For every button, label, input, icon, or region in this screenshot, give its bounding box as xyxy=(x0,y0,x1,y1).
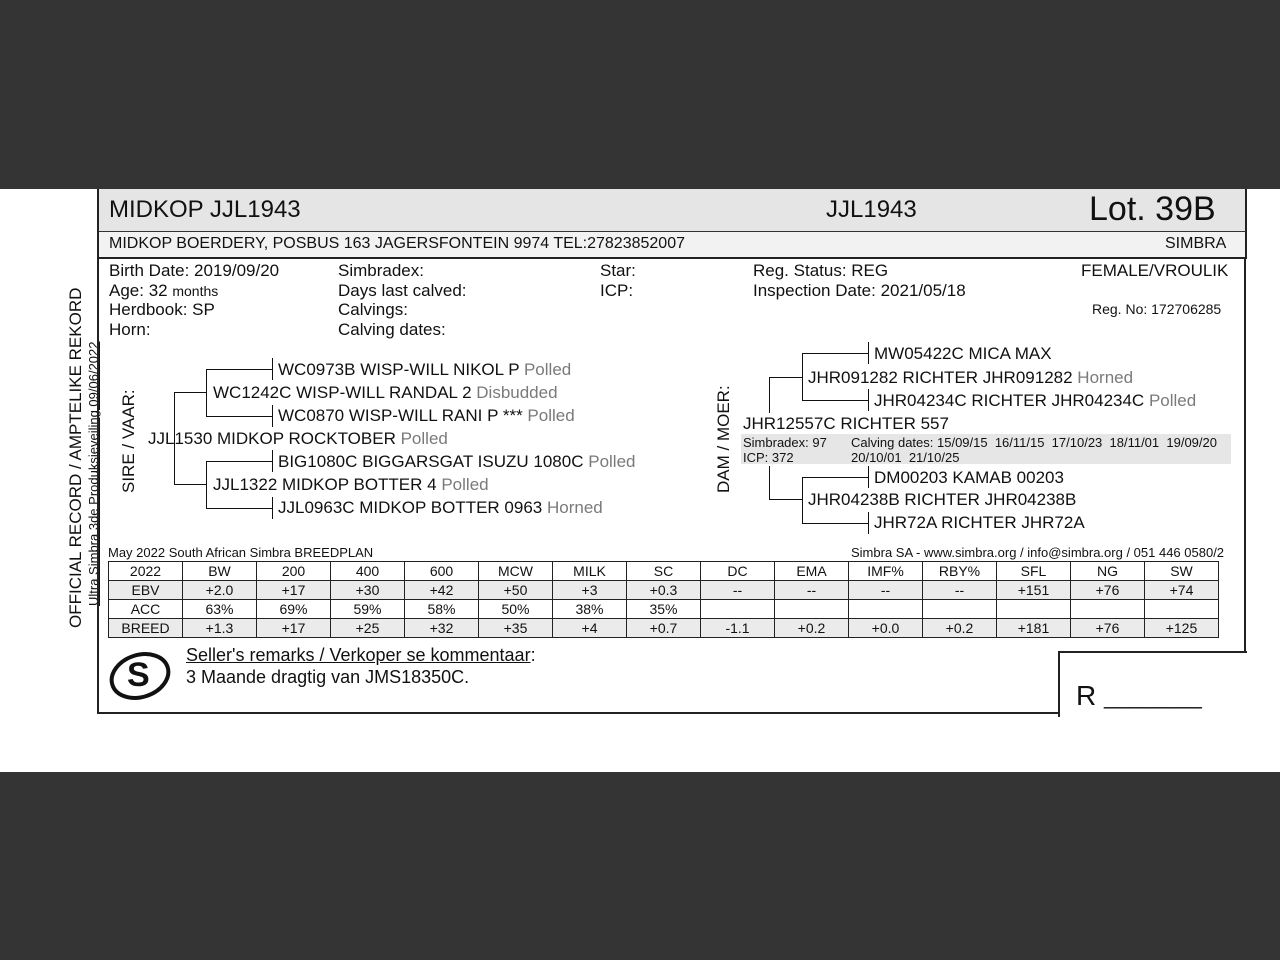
ss-bracket-bottom xyxy=(206,416,272,417)
acc-cell: 59% xyxy=(331,600,405,619)
ebv-cell: -- xyxy=(775,581,849,600)
dsd-name: JHR04234C RICHTER JHR04234C xyxy=(874,391,1145,410)
ebv-header-row xyxy=(109,562,1219,581)
calvings: Calvings: xyxy=(338,300,408,319)
simbra-logo xyxy=(107,648,173,704)
dss-tick xyxy=(868,342,869,364)
sire-dam xyxy=(213,475,489,495)
dam-calving-dates-2: 20/10/01 21/10/25 xyxy=(851,450,960,465)
acc-cell: 63% xyxy=(183,600,257,619)
col-200: 200 xyxy=(257,562,331,581)
sdd-tick xyxy=(272,497,273,519)
acc-cell: 35% xyxy=(627,600,701,619)
breed-cell: +25 xyxy=(331,619,405,638)
sire-dam-name: JJL1322 MIDKOP BOTTER 4 xyxy=(213,475,437,494)
ssd-name: WC0870 WISP-WILL RANI P *** xyxy=(278,406,523,425)
ebv-cell: +30 xyxy=(331,581,405,600)
sex: FEMALE/VROULIK xyxy=(1081,261,1229,280)
dd-bracket-top xyxy=(802,477,868,478)
col-rby: RBY% xyxy=(923,562,997,581)
acc-cell: 38% xyxy=(553,600,627,619)
sire-horn: Polled xyxy=(400,429,448,448)
col-imf: IMF% xyxy=(849,562,923,581)
col-sc: SC xyxy=(627,562,701,581)
ssd-horn: Polled xyxy=(527,406,575,425)
sdd-name: JJL0963C MIDKOP BOTTER 0963 xyxy=(278,498,543,517)
horn: Horn: xyxy=(109,320,151,339)
inspection-date: Inspection Date: 2021/05/18 xyxy=(753,281,966,300)
dd-bracket xyxy=(802,477,803,523)
breed-cell: +35 xyxy=(479,619,553,638)
breed-cell: +0.7 xyxy=(627,619,701,638)
reg-status: Reg. Status: REG xyxy=(753,261,889,280)
col-bw: BW xyxy=(183,562,257,581)
dd-bracket-bottom xyxy=(802,523,868,524)
price-blank: ________ xyxy=(1104,684,1202,709)
dam-calving-dates: Calving dates: 15/09/15 16/11/15 17/10/23 18/11/01 19/09/20 xyxy=(851,435,1217,450)
auction-label: Ultra Simbra 3de Produksieveiling 09/06/2022 xyxy=(86,341,101,606)
calving-dates: Calving dates: xyxy=(338,320,446,339)
acc-row xyxy=(109,600,1219,619)
icp: ICP: xyxy=(600,281,634,300)
breed-cell: +181 xyxy=(997,619,1071,638)
reg-number: Reg. No: 172706285 xyxy=(1092,301,1222,317)
ss-bracket xyxy=(206,369,207,416)
breed-cell: +0.2 xyxy=(923,619,997,638)
ebv-cell: EBV xyxy=(109,581,183,600)
ebv-cell: +3 xyxy=(553,581,627,600)
col-year: 2022 xyxy=(109,562,183,581)
lot-number: Lot. 39B xyxy=(1089,190,1216,228)
breed-cell: +0.0 xyxy=(849,619,923,638)
age-unit: months xyxy=(172,283,219,299)
ebv-cell: +0.3 xyxy=(627,581,701,600)
sd-bracket-top xyxy=(206,461,272,462)
sss-horn: Polled xyxy=(523,360,572,379)
dam-dam-dam xyxy=(874,513,1085,533)
dds-name: DM00203 KAMAB 00203 xyxy=(874,468,1064,487)
acc-cell xyxy=(1071,600,1145,619)
logo-letter: S xyxy=(127,656,150,694)
dam-bracket-upper xyxy=(769,377,770,413)
col-400: 400 xyxy=(331,562,405,581)
sire-sire xyxy=(213,383,558,403)
breedplan-contact: Simbra SA - www.simbra.org / info@simbra.org / 051 446 0580/2 xyxy=(851,545,1225,560)
sire-label: SIRE / VAAR: xyxy=(119,389,138,493)
card-bottom-border xyxy=(99,712,1060,714)
breed-row xyxy=(109,619,1219,638)
age xyxy=(109,281,218,301)
sd-bracket xyxy=(206,461,207,508)
breed-cell: +125 xyxy=(1145,619,1219,638)
sss-tick xyxy=(272,358,273,380)
sds-tick xyxy=(272,450,273,472)
acc-cell: ACC xyxy=(109,600,183,619)
price-label: R xyxy=(1076,680,1097,711)
sire-bracket-bottom xyxy=(174,484,206,485)
ss-bracket-top xyxy=(206,369,272,370)
breed-cell: +0.2 xyxy=(775,619,849,638)
dsd-horn: Polled xyxy=(1148,391,1197,410)
dam-bracket-bottom xyxy=(769,499,802,500)
ds-bracket-top xyxy=(802,353,868,354)
col-mcw: MCW xyxy=(479,562,553,581)
dam-icp: ICP: 372 xyxy=(743,450,794,465)
dam-sire-horn: Horned xyxy=(1077,368,1134,387)
owner-address: MIDKOP BOERDERY, POSBUS 163 JAGERSFONTEIN 9974 TEL:27823852007 xyxy=(109,235,685,252)
col-ema: EMA xyxy=(775,562,849,581)
acc-cell xyxy=(923,600,997,619)
col-sfl: SFL xyxy=(997,562,1071,581)
dam-dam-sire xyxy=(874,468,1064,488)
ds-bracket-bottom xyxy=(802,400,868,401)
bottom-letterbox xyxy=(0,772,1280,960)
dam-dam-name: JHR04238B RICHTER JHR04238B xyxy=(808,490,1077,509)
dam-name: JHR12557C RICHTER 557 xyxy=(743,414,949,433)
dam-sire xyxy=(808,368,1133,388)
dds-tick xyxy=(868,466,869,488)
official-record-label: OFFICIAL RECORD / AMPTELIKE REKORD xyxy=(66,287,85,628)
sss-name: WC0973B WISP-WILL NIKOL P xyxy=(278,360,520,379)
sire-sire-name: WC1242C WISP-WILL RANDAL 2 xyxy=(213,383,472,402)
acc-cell: 50% xyxy=(479,600,553,619)
col-600: 600 xyxy=(405,562,479,581)
ebv-row xyxy=(109,581,1219,600)
days-last-calved: Days last calved: xyxy=(338,281,467,300)
animal-code: JJL1943 xyxy=(826,196,917,223)
ddd-tick xyxy=(868,512,869,534)
dam-sire-dam xyxy=(874,391,1196,411)
sds-horn: Polled xyxy=(588,452,636,471)
breed-cell: -1.1 xyxy=(701,619,775,638)
dam-bracket-top xyxy=(769,377,802,378)
dam-label: DAM / MOER: xyxy=(714,385,733,493)
acc-cell: 69% xyxy=(257,600,331,619)
ssd-tick xyxy=(272,405,273,427)
ebv-cell: +74 xyxy=(1145,581,1219,600)
ebv-cell: -- xyxy=(701,581,775,600)
dss-name: MW05422C MICA MAX xyxy=(874,344,1052,363)
acc-cell: 58% xyxy=(405,600,479,619)
breed-cell: +76 xyxy=(1071,619,1145,638)
card-right-border xyxy=(1244,257,1246,652)
sdd-horn: Horned xyxy=(546,498,603,517)
sire-name: JJL1530 MIDKOP ROCKTOBER xyxy=(148,429,396,448)
ebv-cell: -- xyxy=(849,581,923,600)
sire xyxy=(148,429,448,449)
sire-sire-horn: Disbudded xyxy=(476,383,558,402)
breed-label: SIMBRA xyxy=(1165,235,1227,252)
breed-cell: +32 xyxy=(405,619,479,638)
remarks-heading xyxy=(186,645,536,666)
dam-simbradex: Simbradex: 97 xyxy=(743,435,827,450)
breed-cell: +17 xyxy=(257,619,331,638)
age-value: Age: 32 xyxy=(109,281,168,300)
col-dc: DC xyxy=(701,562,775,581)
sire-dam-horn: Polled xyxy=(441,475,489,494)
animal-name: MIDKOP JJL1943 xyxy=(109,196,301,223)
simbradex-label: Simbradex: xyxy=(338,261,424,280)
sire-bracket-top xyxy=(174,392,206,393)
breed-cell: +4 xyxy=(553,619,627,638)
col-ng: NG xyxy=(1071,562,1145,581)
col-sw: SW xyxy=(1145,562,1219,581)
dsd-tick xyxy=(868,389,869,411)
star: Star: xyxy=(600,261,636,280)
sd-bracket-bottom xyxy=(206,508,272,509)
ebv-cell: +76 xyxy=(1071,581,1145,600)
ebv-cell: +50 xyxy=(479,581,553,600)
acc-cell xyxy=(1145,600,1219,619)
acc-cell xyxy=(701,600,775,619)
ds-bracket xyxy=(802,353,803,400)
top-letterbox xyxy=(0,0,1280,189)
breed-cell: BREED xyxy=(109,619,183,638)
ebv-cell: -- xyxy=(923,581,997,600)
remarks-colon: : xyxy=(530,645,536,665)
sire-dam-sire xyxy=(278,452,636,472)
remarks-text: 3 Maande dragtig van JMS18350C. xyxy=(186,667,470,687)
sire-sire-sire xyxy=(278,360,571,380)
dam-dam xyxy=(808,490,1076,510)
dam-bracket-lower xyxy=(769,466,770,500)
herdbook: Herdbook: SP xyxy=(109,300,215,319)
col-milk: MILK xyxy=(553,562,627,581)
dam-sire-sire xyxy=(874,344,1052,364)
ebv-cell: +151 xyxy=(997,581,1071,600)
dam-sire-name: JHR091282 RICHTER JHR091282 xyxy=(808,368,1073,387)
ebv-table xyxy=(108,561,1219,638)
ebv-cell: +17 xyxy=(257,581,331,600)
sire-sire-dam xyxy=(278,406,575,426)
ebv-cell: +42 xyxy=(405,581,479,600)
sire-dam-dam xyxy=(278,498,603,518)
ebv-cell: +2.0 xyxy=(183,581,257,600)
acc-cell xyxy=(775,600,849,619)
sds-name: BIG1080C BIGGARSGAT ISUZU 1080C xyxy=(278,452,584,471)
birth-date: Birth Date: 2019/09/20 xyxy=(109,261,280,280)
remarks-heading-text: Seller's remarks / Verkoper se kommentaar xyxy=(186,645,531,665)
ddd-name: JHR72A RICHTER JHR72A xyxy=(874,513,1085,532)
breed-cell: +1.3 xyxy=(183,619,257,638)
acc-cell xyxy=(997,600,1071,619)
breedplan-title: May 2022 South African Simbra BREEDPLAN xyxy=(108,545,374,560)
acc-cell xyxy=(849,600,923,619)
